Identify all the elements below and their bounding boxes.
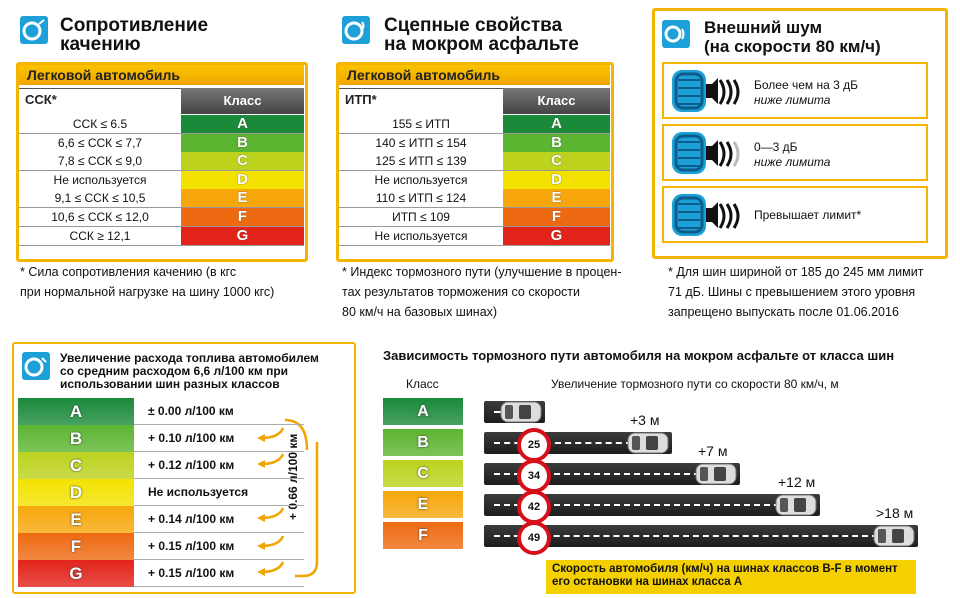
rolling-row-param: Не используется bbox=[19, 171, 181, 189]
noise-note: * Для шин шириной от 185 до 245 мм лимит 71 дБ. Шины с превышением этого уровня запрещено выпускать после 01.06.2016 bbox=[668, 265, 924, 319]
rolling-row-param: ССК ≥ 12,1 bbox=[19, 227, 181, 245]
speed-sign: 49 bbox=[517, 521, 551, 555]
noise-item-text: Более чем на 3 дБ ниже лимита bbox=[754, 78, 858, 107]
rolling-header bbox=[19, 88, 304, 114]
fuel-row-value: + 0.15 л/100 км bbox=[134, 533, 304, 560]
wet-row bbox=[339, 134, 610, 153]
wet-band: Легковой автомобиль bbox=[339, 65, 610, 85]
rolling-row-param: ССК ≤ 6.5 bbox=[19, 115, 181, 133]
fuel-row bbox=[18, 452, 304, 479]
sound-waves-icon bbox=[714, 74, 744, 115]
rolling-title: Сопротивление качению bbox=[60, 15, 209, 55]
wet-col-class: Класс bbox=[503, 88, 610, 114]
wet-row bbox=[339, 208, 610, 227]
rolling-row-param: 6,6 ≤ ССК ≤ 7,7 bbox=[19, 134, 181, 152]
rolling-row bbox=[19, 208, 304, 227]
car-icon bbox=[774, 492, 818, 523]
braking-row-class: E bbox=[383, 491, 463, 518]
braking-extra-distance: +7 м bbox=[698, 443, 728, 459]
wet-row bbox=[339, 115, 610, 134]
wet-row-param: 110 ≤ ИТП ≤ 124 bbox=[339, 189, 503, 207]
noise-item-text: Превышает лимит* bbox=[754, 208, 862, 222]
wet-row bbox=[339, 152, 610, 171]
fuel-row-value: ± 0.00 л/100 км bbox=[134, 398, 304, 425]
fuel-row-class: E bbox=[18, 506, 134, 533]
fuel-row-class: G bbox=[18, 560, 134, 587]
fuel-row bbox=[18, 560, 304, 587]
wet-header bbox=[339, 88, 610, 114]
fuel-row bbox=[18, 479, 304, 506]
wet-row-class: C bbox=[503, 152, 610, 170]
wet-row-param: Не используется bbox=[339, 171, 503, 189]
tire-logo-icon bbox=[22, 352, 50, 380]
wet-row-param: 125 ≤ ИТП ≤ 139 bbox=[339, 152, 503, 170]
wet-row-param: ИТП ≤ 109 bbox=[339, 208, 503, 226]
tire-logo-icon bbox=[20, 16, 48, 44]
rolling-row-param: 7,8 ≤ ССК ≤ 9,0 bbox=[19, 152, 181, 170]
fuel-row bbox=[18, 506, 304, 533]
fuel-title: Увеличение расхода топлива автомобилем со средним расходом 6,6 л/100 км при использовании шин разных классов bbox=[60, 351, 319, 391]
rolling-row bbox=[19, 115, 304, 134]
fuel-row-class: D bbox=[18, 479, 134, 506]
braking-row-class: F bbox=[383, 522, 463, 549]
speed-sign: 25 bbox=[517, 428, 551, 462]
speed-sign: 34 bbox=[517, 459, 551, 493]
fuel-row-class: C bbox=[18, 452, 134, 479]
rolling-row-class: A bbox=[181, 115, 304, 133]
noise-item-text: 0—3 дБ ниже лимита bbox=[754, 140, 831, 169]
wet-row-param: Не используется bbox=[339, 227, 503, 245]
wet-row-class: F bbox=[503, 208, 610, 226]
braking-row-class: B bbox=[383, 429, 463, 456]
braking-footnote: Скорость автомобиля (км/ч) на шинах классов B-F в момент его остановки на шинах класса А bbox=[546, 560, 916, 594]
rolling-row-class: C bbox=[181, 152, 304, 170]
rolling-band: Легковой автомобиль bbox=[19, 65, 304, 85]
fuel-row bbox=[18, 533, 304, 560]
rolling-row bbox=[19, 227, 304, 246]
wet-row-class: A bbox=[503, 115, 610, 133]
fuel-row-value: + 0.12 л/100 км bbox=[134, 452, 304, 479]
rolling-row bbox=[19, 152, 304, 171]
braking-title: Зависимость тормозного пути автомобиля на мокром асфальте от класса шин bbox=[383, 348, 895, 363]
fuel-row bbox=[18, 398, 304, 425]
rolling-row-class: F bbox=[181, 208, 304, 226]
braking-extra-distance: >18 м bbox=[876, 505, 914, 521]
wet-row-class: E bbox=[503, 189, 610, 207]
tire-logo-icon bbox=[342, 16, 370, 44]
rolling-row bbox=[19, 189, 304, 208]
wet-row bbox=[339, 189, 610, 208]
wet-row-param: 155 ≤ ИТП bbox=[339, 115, 503, 133]
sound-waves-icon bbox=[714, 198, 744, 239]
braking-extra-distance: +12 м bbox=[778, 474, 816, 490]
rolling-row-class: G bbox=[181, 227, 304, 245]
rolling-col-param: ССК* bbox=[19, 88, 181, 114]
braking-col-class: Класс bbox=[406, 377, 439, 391]
wet-row-class: B bbox=[503, 134, 610, 152]
rolling-row-class: B bbox=[181, 134, 304, 152]
wet-title: Сцепные свойства на мокром асфальте bbox=[384, 15, 579, 55]
noise-item bbox=[662, 124, 928, 181]
noise-title: Внешний шум (на скорости 80 км/ч) bbox=[704, 18, 881, 56]
rolling-col-class: Класс bbox=[181, 88, 304, 114]
fuel-row-value: + 0.10 л/100 км bbox=[134, 425, 304, 452]
rolling-row bbox=[19, 134, 304, 153]
noise-item bbox=[662, 62, 928, 119]
fuel-row bbox=[18, 425, 304, 452]
fuel-row-class: B bbox=[18, 425, 134, 452]
wet-row-class: G bbox=[503, 227, 610, 245]
fuel-row-class: F bbox=[18, 533, 134, 560]
wet-note: * Индекс тормозного пути (улучшение в процен- тах результатов торможения со скорости 80 км/ч на базовых шинах) bbox=[342, 265, 622, 319]
noise-item bbox=[662, 186, 928, 243]
braking-row-class: A bbox=[383, 398, 463, 425]
wet-row-param: 140 ≤ ИТП ≤ 154 bbox=[339, 134, 503, 152]
noise-logo-icon bbox=[662, 20, 690, 48]
fuel-row-value: + 0.15 л/100 км bbox=[134, 560, 304, 587]
wet-row bbox=[339, 227, 610, 246]
fuel-row-value: Не используется bbox=[134, 479, 304, 506]
fuel-row-value: + 0.14 л/100 км bbox=[134, 506, 304, 533]
sound-waves-icon bbox=[714, 136, 744, 177]
rolling-row-class: E bbox=[181, 189, 304, 207]
rolling-row bbox=[19, 171, 304, 190]
wet-col-param: ИТП* bbox=[339, 88, 503, 114]
speed-sign: 42 bbox=[517, 490, 551, 524]
rolling-note: * Сила сопротивления качению (в кгс при нормальной нагрузке на шину 1000 кгс) bbox=[20, 265, 275, 299]
wet-row-class: D bbox=[503, 171, 610, 189]
rolling-row-class: D bbox=[181, 171, 304, 189]
car-icon bbox=[694, 461, 738, 492]
wet-row bbox=[339, 171, 610, 190]
car-icon bbox=[872, 523, 916, 554]
braking-col-increase: Увеличение тормозного пути со скорости 80 км/ч, м bbox=[551, 377, 839, 391]
car-icon bbox=[499, 399, 543, 430]
braking-extra-distance: +3 м bbox=[630, 412, 660, 428]
rolling-row-param: 10,6 ≤ ССК ≤ 12,0 bbox=[19, 208, 181, 226]
fuel-row-class: A bbox=[18, 398, 134, 425]
braking-row-class: C bbox=[383, 460, 463, 487]
rolling-row-param: 9,1 ≤ ССК ≤ 10,5 bbox=[19, 189, 181, 207]
car-icon bbox=[626, 430, 670, 461]
